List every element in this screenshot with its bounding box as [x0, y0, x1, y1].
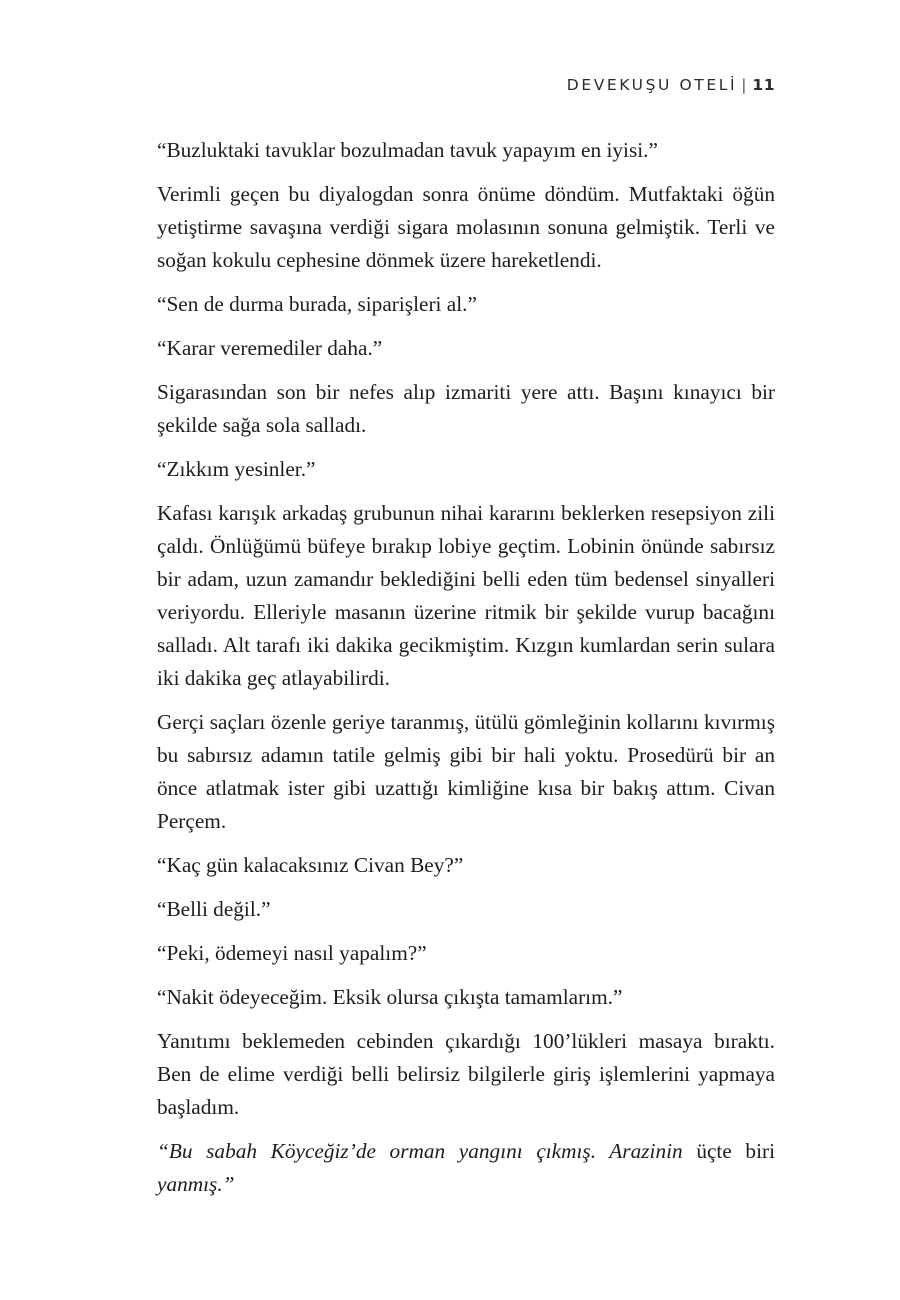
paragraph-dialogue: “Kaç gün kalacaksınız Civan Bey?” — [157, 853, 464, 877]
paragraph-dialogue: “Belli değil.” — [157, 897, 271, 921]
italic-text: yanmış.” — [157, 1172, 235, 1196]
paragraph: Sigarasından son bir nefes alıp izmariti yere attı. Başını kınayıcı bir şekilde sağa sola salladı. — [157, 380, 775, 437]
paragraph-dialogue: “Peki, ödemeyi nasıl yapalım?” — [157, 941, 427, 965]
paragraph: Verimli geçen bu diyalogdan sonra önüme döndüm. Mutfaktaki öğün yetiştirme savaşına verdiği sigara molasının sonuna gelmiştik. Terli ve soğan kokulu cephesine dönmek üzere hareketlendi. — [157, 182, 775, 272]
paragraph-dialogue: “Sen de durma burada, siparişleri al.” — [157, 292, 477, 316]
regular-text: üçte biri — [696, 1139, 775, 1163]
paragraph: Gerçi saçları özenle geriye taranmış, ütülü gömleğinin kollarını kıvırmış bu sabırsız adamın tatile gelmiş gibi bir hali yoktu. Prosedürü bir an önce atlatmak ister gibi uzattığı kimliğine kısa bir bakış attım. Civan Perçem. — [157, 710, 775, 833]
italic-text: “Bu sabah Köyceğiz’de orman yangını çıkmış. Arazinin — [157, 1139, 683, 1163]
book-title: DEVEKUŞU OTELİ — [566, 76, 738, 94]
paragraph-dialogue: “Karar veremediler daha.” — [157, 336, 383, 360]
header-separator: | — [741, 76, 747, 94]
paragraph-final-italic — [157, 1135, 775, 1201]
running-header — [567, 76, 775, 94]
body-text — [157, 134, 775, 1212]
paragraph: Yanıtımı beklemeden cebinden çıkardığı 100’lükleri masaya bıraktı. Ben de elime verdiği belli belirsiz bilgilerle giriş işlemlerini yapmaya başladım. — [157, 1029, 775, 1119]
paragraph: Kafası karışık arkadaş grubunun nihai kararını beklerken resepsiyon zili çaldı. Önlüğümü büfeye bırakıp lobiye geçtim. Lobinin önünde sabırsız bir adam, uzun zamandır beklediğini belli eden tüm bedensel sinyalleri veriyordu. Elleriyle masanın üzerine ritmik bir şekilde vurup bacağını salladı. Alt tarafı iki dakika gecikmiştim. Kızgın kumlardan serin sulara iki dakika geç atlayabilirdi. — [157, 501, 775, 690]
paragraph-dialogue: “Zıkkım yesinler.” — [157, 457, 316, 481]
paragraph-dialogue: “Nakit ödeyeceğim. Eksik olursa çıkışta tamamlarım.” — [157, 985, 623, 1009]
page-number: 11 — [752, 76, 775, 94]
paragraph-dialogue: “Buzluktaki tavuklar bozulmadan tavuk yapayım en iyisi.” — [157, 138, 658, 162]
